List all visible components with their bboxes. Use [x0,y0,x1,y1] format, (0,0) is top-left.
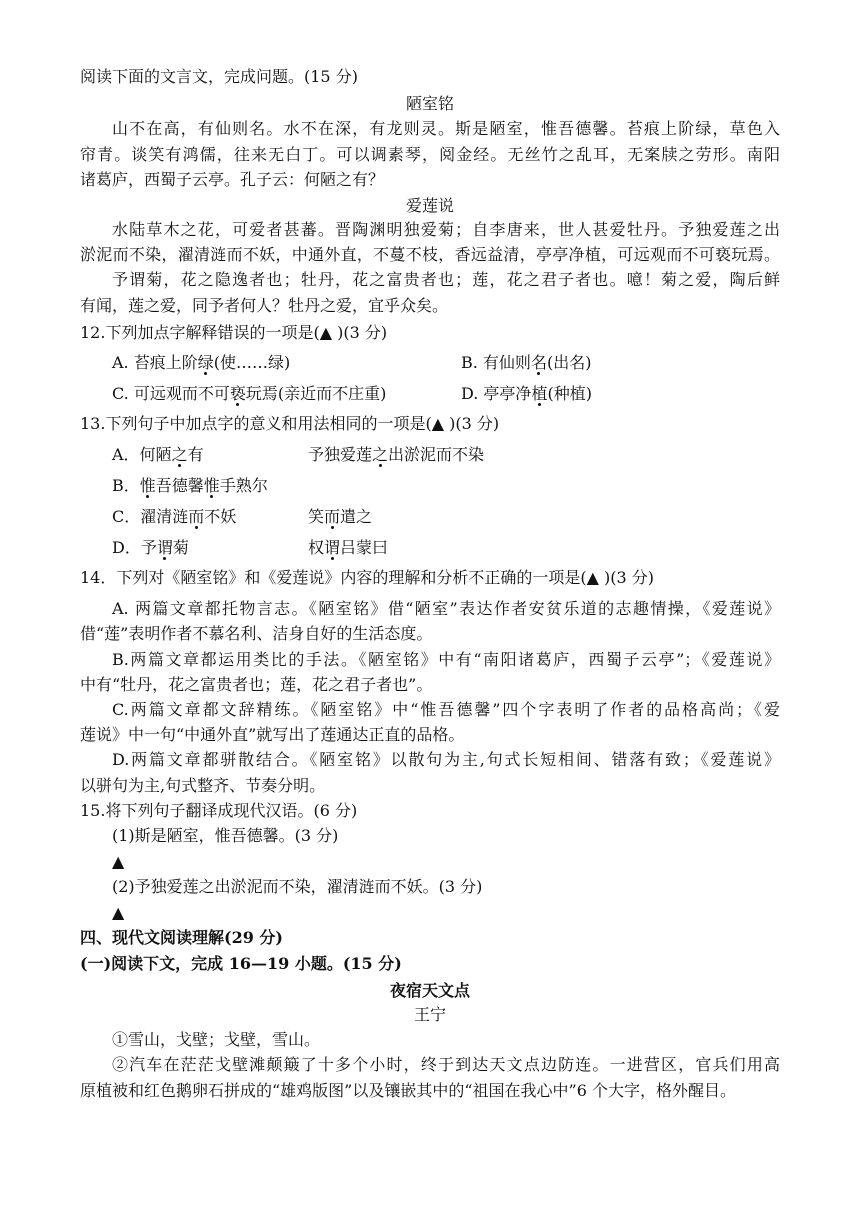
text2-line: 水陆草木之花，可爱者甚蕃。晋陶渊明独爱菊；自李唐来，世人甚爱牡丹。予独爱莲之出 [112,220,780,239]
q13-option-b: B．惟吾德馨惟手熟尔 [112,476,268,495]
q12-option-a: A. 苔痕上阶绿(使……绿) [112,353,291,372]
q14-option-d-cont: 以骈句为主,句式整齐、节奏分明。 [80,776,326,795]
article-paragraph: ①雪山，戈壁；戈壁，雪山。 [112,1030,321,1049]
text2-line: 淤泥而不染，濯清涟而不妖，中通外直，不蔓不枝，香远益清，亭亭净植，可远观而不可亵玩焉。 [80,245,780,264]
text2-line: 有闻，莲之爱，同予者何人？牡丹之爱，宜乎众矣。 [80,296,449,315]
q14-option-a-cont: 借“莲”表明作者不慕名利、洁身自好的生活态度。 [80,624,433,643]
article-author: 王宁 [413,1005,446,1024]
q12-stem: 12.下列加点字解释错误的一项是(▲ )(3 分) [80,323,388,342]
q14-option-b-cont: 中有“牡丹，花之富贵者也；莲，花之君子者也”。 [80,675,433,694]
q14-option-c: C.两篇文章都文辞精练。《陋室铭》中“惟吾德馨”四个字表明了作者的品格高尚；《爱 [112,700,780,719]
section-heading: 四、现代文阅读理解(29 分) [80,928,283,947]
q13-option-d-right: 权谓吕蒙曰 [308,538,389,557]
q15-sentence-1: (1)斯是陋室，惟吾德馨。(3 分) [112,826,339,845]
q13-option-d-left: D．予谓菊 [112,538,189,557]
text2-line: 予谓菊，花之隐逸者也；牡丹，花之富贵者也；莲，花之君子者也。噫！菊之爱，陶后鲜 [112,270,780,289]
article-title: 夜宿天文点 [389,981,470,1000]
q12-option-d: D. 亭亭净植(种植) [461,384,592,403]
q14-option-b: B.两篇文章都运用类比的手法。《陋室铭》中有“南阳诸葛庐，西蜀子云亭”；《爱莲说》 [112,650,780,669]
text1-line: 帘青。谈笑有鸿儒，往来无白丁。可以调素琴，阅金经。无丝竹之乱耳，无案牍之劳形。南阳 [80,145,780,164]
text1-line: 山不在高，有仙则名。水不在深，有龙则灵。斯是陋室，惟吾德馨。苔痕上阶绿，草色入 [112,119,780,138]
q12-option-b: B. 有仙则名(出名) [461,353,592,372]
q15-stem: 15.将下列句子翻译成现代汉语。(6 分) [80,801,358,820]
q14-option-d: D.两篇文章都骈散结合。《陋室铭》以散句为主,句式长短相间、错落有致；《爱莲说》 [112,750,780,769]
q14-stem: 14．下列对《陋室铭》和《爱莲说》内容的理解和分析不正确的一项是(▲ )(3 分) [80,568,654,587]
q14-option-a: A. 两篇文章都托物言志。《陋室铭》借“陋室”表达作者安贫乐道的志趣情操，《爱莲说》 [112,599,780,618]
q15-sentence-2: (2)予独爱莲之出淤泥而不染，濯清涟而不妖。(3 分) [112,877,483,896]
article-paragraph: ②汽车在茫茫戈壁滩颠簸了十多个小时，终于到达天文点边防连。一进营区，官兵们用高 [112,1055,780,1074]
q15-answer-blank-1: ▲ [112,852,125,871]
text1-line: 诸葛庐，西蜀子云亭。孔子云：何陋之有？ [80,170,385,189]
part1-instruction: (一)阅读下文，完成 16—19 小题。(15 分) [80,954,402,973]
q15-answer-blank-2: ▲ [112,903,125,922]
q14-option-c-cont: 莲说》中一句“中通外直”就写出了莲通达正直的品格。 [80,725,465,744]
q13-option-a-right: 予独爱莲之出淤泥而不染 [308,445,485,464]
reading-intro: 阅读下面的文言文，完成问题。(15 分) [80,67,358,86]
text2-title: 爱莲说 [405,196,454,215]
article-paragraph-cont: 原植被和红色鹅卵石拼成的“雄鸡版图”以及镶嵌其中的“祖国在我心中”6 个大字，格外醒目。 [80,1081,736,1100]
q13-option-c-right: 笑而遣之 [308,507,373,526]
q13-stem: 13.下列句子中加点字的意义和用法相同的一项是(▲ )(3 分) [80,414,500,433]
q12-option-c: C. 可远观而不可亵玩焉(亲近而不庄重) [112,384,387,403]
text1-title: 陋室铭 [405,94,454,113]
q13-option-a-left: A．何陋之有 [112,445,204,464]
q13-option-c-left: C．濯清涟而不妖 [112,507,237,526]
